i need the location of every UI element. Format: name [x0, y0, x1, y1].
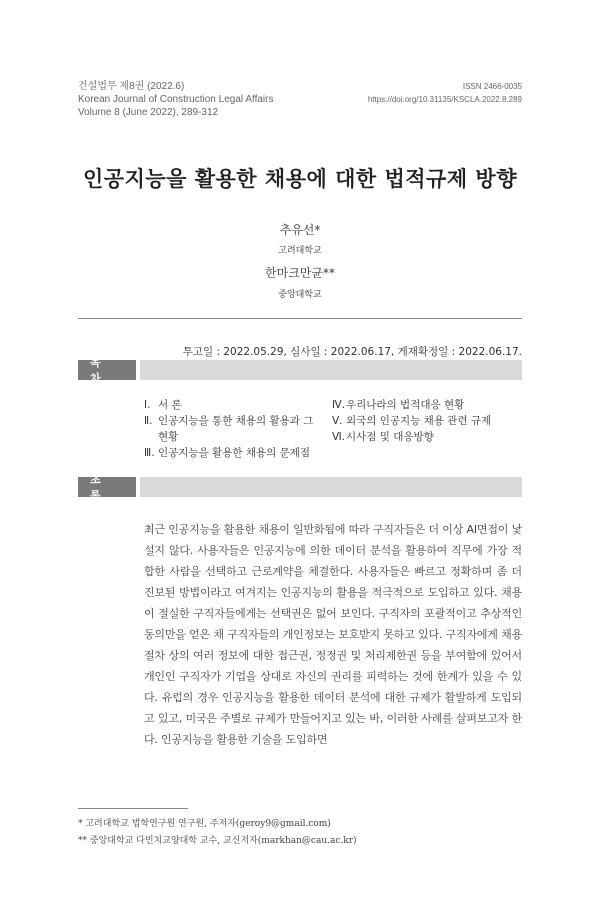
footnote-divider [78, 808, 188, 809]
toc-bar-fill [140, 360, 522, 380]
toc-item-number: Ⅲ. [144, 447, 155, 459]
journal-name-en: Korean Journal of Construction Legal Affairs [78, 94, 274, 105]
journal-volume-en: Volume 8 (June 2022), 289-312 [78, 107, 219, 118]
toc-item-text: 우리나라의 법적대응 현황 [346, 399, 465, 411]
toc-section-bar [78, 356, 522, 385]
footnote-2: ** 중앙대학교 다빈치교양대학 교수, 교신저자(markhan@cau.ac.kr) [78, 836, 357, 846]
toc-item-text: 시사점 및 대응방향 [346, 431, 434, 443]
title-divider [78, 318, 522, 319]
toc-left-column [144, 397, 320, 461]
issn: ISSN 2466-0035 [462, 82, 522, 91]
toc-item-number: Ⅴ. [332, 415, 343, 427]
toc-item[interactable] [144, 445, 320, 461]
footnote-1: * 고려대학교 법학연구원 연구원, 주저자(geroy9@gmail.com) [78, 819, 331, 829]
toc-item-number: Ⅱ. [144, 415, 153, 427]
toc-right-column [332, 397, 532, 445]
abstract-bar-fill [140, 477, 522, 497]
toc-item[interactable] [332, 397, 532, 413]
toc-item-text: 서 론 [158, 399, 182, 411]
author-2-affiliation: 중앙대학교 [278, 290, 322, 300]
abstract-label: 초 록 [78, 477, 136, 497]
submission-dates: 투고일 : 2022.05.29, 심사일 : 2022.06.17, 게재확정일 : 2022.06.17. [182, 346, 522, 358]
toc-item-text: 인공지능을 통한 채용의 활용과 그 현황 [158, 415, 314, 443]
abstract-section-bar [78, 473, 522, 502]
toc-item[interactable] [332, 429, 532, 445]
toc-item-number: Ⅰ. [144, 399, 151, 411]
toc-item-text: 외국의 인공지능 채용 관련 규제 [346, 415, 492, 427]
author-1-affiliation: 고려대학교 [278, 246, 322, 256]
toc-item[interactable] [144, 397, 320, 413]
toc-item-number: Ⅳ. [332, 399, 346, 411]
abstract-text: 최근 인공지능을 활용한 채용이 일반화됨에 따라 구직자들은 더 이상 AI면접이 낯설지 않다. 사용자들은 인공지능에 의한 데이터 분석을 활용하여 직무에 가장 적합한 사람을 선택하고 근로계약을 체결한다. 사용자들은 빠르고 정확하며 좀 더 진보된 방법이라고 여겨지는 인공지능의 활용을 적극적으로 도입하고 있다. 채용이 절실한 구직자들에게는 선택권은 없어 보인다. 구직자의 포괄적이고 추상적인 동의만을 얻은 채 구직자들의 개인정보는 보호받지 못하고 있다. 구직자에게 채용 절차 상의 여러 정보에 대한 접근권, 정정권 및 처리제한권 등을 부여함에 있어서 개인인 구직자가 기업을 상대로 자신의 권리를 피력하는 것에 한계가 있을 수 있다. 유럽의 경우 인공지능을 활용한 데이터 분석에 대한 규제가 활발하게 도입되고 있고, 미국은 주별로 규제가 만들어지고 있는 바, 이러한 사례를 살펴보고자 한다. 인공지능을 활용한 기술을 도입하면 [144, 523, 522, 746]
doi-link[interactable]: https://doi.org/10.31135/KSCLA.2022.8.289 [367, 95, 522, 104]
toc-label: 목 차 [78, 360, 136, 380]
journal-identifiers [368, 80, 522, 106]
journal-volume-ko: 건설법무 제8권 (2022.6) [78, 81, 185, 92]
toc-item[interactable] [144, 413, 320, 445]
toc-item-text: 인공지능을 활용한 채용의 문제점 [158, 447, 311, 459]
paper-title: 인공지능을 활용한 채용에 대한 법적규제 방향 [83, 167, 517, 191]
author-1-name: 추유선* [279, 223, 321, 237]
toc-item[interactable] [332, 413, 532, 429]
journal-header [78, 80, 274, 119]
toc-item-number: Ⅵ. [332, 431, 346, 443]
author-2-name: 한마크만균** [265, 266, 335, 280]
